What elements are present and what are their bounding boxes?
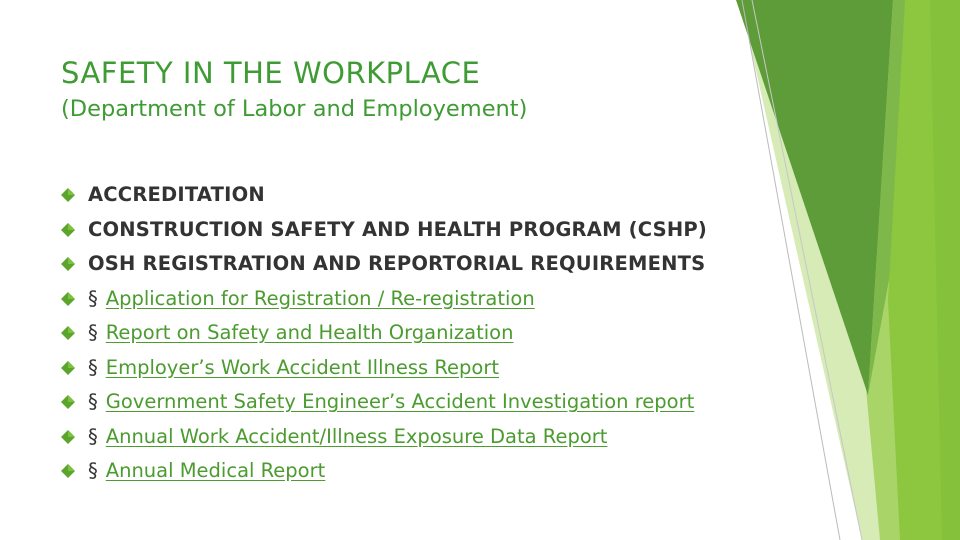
bullet-item [60,316,740,351]
diamond-bullet-icon [60,429,76,445]
diamond-bullet-icon [60,325,76,341]
diamond-bullet-icon [60,463,76,479]
diamond-bullet-icon [60,222,76,238]
section-mark: § [88,355,98,379]
bullet-item [60,385,740,420]
bullet-text: OSH REGISTRATION AND REPORTORIAL REQUIREMENTS [88,252,706,275]
bullet-item [60,282,740,317]
diamond-bullet-icon [60,187,76,203]
diamond-bullet-icon [60,256,76,272]
accent-dark-panel [736,0,893,395]
bullet-text: ACCREDITATION [88,183,265,206]
requirement-link[interactable]: Employer’s Work Accident Illness Report [105,355,500,379]
section-mark: § [88,286,98,310]
diamond-bullet-icon [60,360,76,376]
requirement-link[interactable]: Application for Registration / Re-registration [105,286,535,310]
slide-title: SAFETY IN THE WORKPLACE [61,56,481,90]
requirement-link[interactable]: Report on Safety and Health Organization [105,321,514,344]
section-mark: § [88,459,98,482]
bullet-item [60,247,740,282]
requirement-link[interactable]: Government Safety Engineer’s Accident Investigation report [105,390,695,413]
bullet-item [60,178,740,213]
slide-subtitle: (Department of Labor and Employement) [61,96,528,122]
bullet-item [60,213,740,248]
requirement-link[interactable]: Annual Medical Report [105,459,326,482]
bullet-item [60,454,740,489]
bullet-text: CONSTRUCTION SAFETY AND HEALTH PROGRAM (CSHP) [88,217,708,241]
bullet-item [60,351,740,386]
bullet-item [60,420,740,455]
requirement-link[interactable]: Annual Work Accident/Illness Exposure Data Report [105,424,608,448]
section-mark: § [88,321,98,344]
section-mark: § [88,424,98,448]
diamond-bullet-icon [60,394,76,410]
section-mark: § [88,390,98,413]
diamond-bullet-icon [60,291,76,307]
bullet-list [60,178,740,489]
